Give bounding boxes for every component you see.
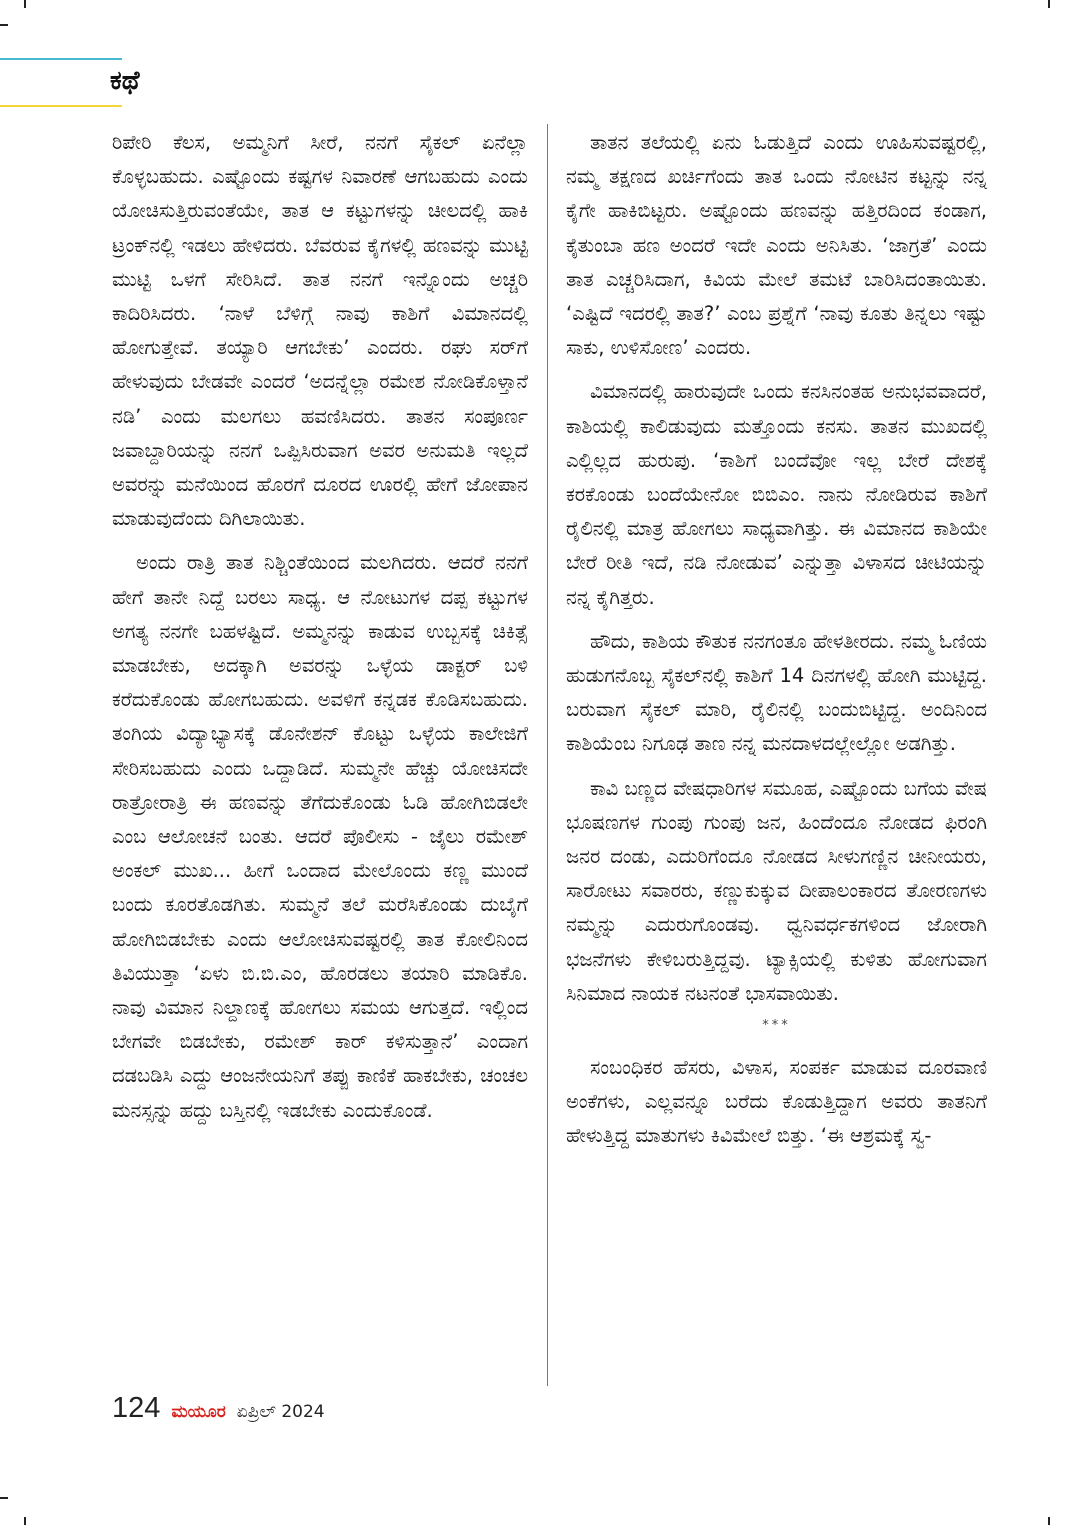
article-column-right	[566, 126, 987, 1154]
crop-mark	[0, 1497, 8, 1499]
header-rule-cyan	[0, 58, 122, 60]
page-footer	[112, 1392, 325, 1432]
crop-mark	[1048, 1517, 1050, 1525]
paragraph: ಅಂದು ರಾತ್ರಿ ತಾತ ನಿಶ್ಚಿಂತೆಯಿಂದ ಮಲಗಿದರು. ಆದರೆ ನನಗೆ ಹೇಗೆ ತಾನೇ ನಿದ್ದೆ ಬರಲು ಸಾಧ್ಯ. ಆ ನೋಟುಗಳ ದಪ್ಪ ಕಟ್ಟುಗಳ ಅಗತ್ಯ ನನಗೇ ಬಹಳಷ್ಟಿದೆ. ಅಮ್ಮನನ್ನು ಕಾಡುವ ಉಬ್ಬಸಕ್ಕೆ ಚಿಕಿತ್ಸೆ ಮಾಡಬೇಕು, ಅದಕ್ಕಾಗಿ ಅವರನ್ನು ಒಳ್ಳೆಯ ಡಾಕ್ಟರ್ ಬಳಿ ಕರೆದುಕೊಂಡು ಹೋಗಬಹುದು. ಅವಳಿಗೆ ಕನ್ನಡಕ ಕೊಡಿಸಬಹುದು. ತಂಗಿಯ ವಿದ್ಯಾಭ್ಯಾಸಕ್ಕೆ ಡೊನೇಶನ್ ಕೊಟ್ಟು ಒಳ್ಳೆಯ ಕಾಲೇಜಿಗೆ ಸೇರಿಸಬಹುದು ಎಂದು ಒದ್ದಾಡಿದೆ. ಸುಮ್ಮನೇ ಹೆಚ್ಚು ಯೋಚಿಸದೇ ರಾತ್ರೋರಾತ್ರಿ ಈ ಹಣವನ್ನು ತೆಗೆದುಕೊಂಡು ಓಡಿ ಹೋಗಿಬಿಡಲೇ ಎಂಬ ಆಲೋಚನೆ ಬಂತು. ಆದರೆ ಪೊಲೀಸು - ಜೈಲು ರಮೇಶ್ ಅಂಕಲ್ ಮುಖ... ಹೀಗೆ ಒಂದಾದ ಮೇಲೊಂದು ಕಣ್ಣ ಮುಂದೆ ಬಂದು ಕೂರತೊಡಗಿತು. ಸುಮ್ಮನೆ ತಲೆ ಮರೆಸಿಕೊಂಡು ದುಬೈಗೆ ಹೋಗಿಬಿಡಬೇಕು ಎಂದು ಆಲೋಚಿಸುವಷ್ಟರಲ್ಲಿ ತಾತ ಕೋಲಿನಿಂದ ತಿವಿಯುತ್ತಾ ‘ಏಳು ಬಿ.ಬಿ.ಎಂ, ಹೊರಡಲು ತಯಾರಿ ಮಾಡಿಕೊ. ನಾವು ವಿಮಾನ ನಿಲ್ದಾಣಕ್ಕೆ ಹೋಗಲು ಸಮಯ ಆಗುತ್ತದೆ. ಇಲ್ಲಿಂದ ಬೇಗವೇ ಬಿಡಬೇಕು, ರಮೇಶ್ ಕಾರ್ ಕಳಿಸುತ್ತಾನೆ’ ಎಂದಾಗ ದಡಬಡಿಸಿ ಎದ್ದು ಆಂಜನೇಯನಿಗೆ ತಪ್ಪು ಕಾಣಿಕೆ ಹಾಕಬೇಕು, ಚಂಚಲ ಮನಸ್ಸನ್ನು ಹದ್ದು ಬಸ್ತಿನಲ್ಲಿ ಇಡಬೇಕು ಎಂದುಕೊಂಡೆ.	[112, 551, 528, 1122]
section-break: ***	[762, 1018, 791, 1034]
paragraph: ತಾತನ ತಲೆಯಲ್ಲಿ ಏನು ಓಡುತ್ತಿದೆ ಎಂದು ಊಹಿಸುವಷ್ಟರಲ್ಲಿ, ನಮ್ಮ ತಕ್ಷಣದ ಖರ್ಚಿಗೆಂದು ತಾತ ಒಂದು ನೋಟಿನ ಕಟ್ಟನ್ನು ನನ್ನ ಕೈಗೇ ಹಾಕಿಬಿಟ್ಟರು. ಅಷ್ಟೊಂದು ಹಣವನ್ನು ಹತ್ತಿರದಿಂದ ಕಂಡಾಗ, ಕೈತುಂಬಾ ಹಣ ಅಂದರೆ ಇದೇ ಎಂದು ಅನಿಸಿತು. ‘ಜಾಗ್ರತೆ’ ಎಂದು ತಾತ ಎಚ್ಚರಿಸಿದಾಗ, ಕಿವಿಯ ಮೇಲೆ ತಮಟೆ ಬಾರಿಸಿದಂತಾಯಿತು. ‘ಎಷ್ಟಿದೆ ಇದರಲ್ಲಿ ತಾತ?’ ಎಂಬ ಪ್ರಶ್ನೆಗೆ ‘ನಾವು ಕೂತು ತಿನ್ನಲು ಇಷ್ಟು ಸಾಕು, ಉಳಿಸೋಣ’ ಎಂದರು.	[566, 131, 987, 360]
section-title: ಕಥೆ	[110, 66, 140, 96]
paragraph: ವಿಮಾನದಲ್ಲಿ ಹಾರುವುದೇ ಒಂದು ಕನಸಿನಂತಹ ಅನುಭವವಾದರೆ, ಕಾಶಿಯಲ್ಲಿ ಕಾಲಿಡುವುದು ಮತ್ತೊಂದು ಕನಸು. ತಾತನ ಮುಖದಲ್ಲಿ ಎಲ್ಲಿಲ್ಲದ ಹುರುಪು. ‘ಕಾಶಿಗೆ ಬಂದೆವೋ ಇಲ್ಲ ಬೇರೆ ದೇಶಕ್ಕೆ ಕರಕೊಂಡು ಬಂದೆಯೇನೋ ಬಿಬಿಎಂ. ನಾನು ನೋಡಿರುವ ಕಾಶಿಗೆ ರೈಲಿನಲ್ಲಿ ಮಾತ್ರ ಹೋಗಲು ಸಾಧ್ಯವಾಗಿತ್ತು. ಈ ವಿಮಾನದ ಕಾಶಿಯೇ ಬೇರೆ ರೀತಿ ಇದೆ, ನಡಿ ನೋಡುವ’ ಎನ್ನುತ್ತಾ ವಿಳಾಸದ ಚೀಟಿಯನ್ನು ನನ್ನ ಕೈಗಿತ್ತರು.	[566, 380, 987, 609]
crop-mark	[0, 24, 8, 26]
column-divider	[547, 124, 548, 1386]
issue-date: ಏಪ್ರಿಲ್ 2024	[236, 1402, 325, 1422]
header-rule-yellow	[0, 105, 122, 107]
crop-mark	[1048, 0, 1050, 8]
article-column-left	[112, 126, 528, 1128]
paragraph: ಸಂಬಂಧಿಕರ ಹೆಸರು, ವಿಳಾಸ, ಸಂಪರ್ಕ ಮಾಡುವ ದೂರವಾಣಿ ಅಂಕೆಗಳು, ಎಲ್ಲವನ್ನೂ ಬರೆದು ಕೊಡುತ್ತಿದ್ದಾಗ ಅವರು ತಾತನಿಗೆ ಹೇಳುತ್ತಿದ್ದ ಮಾತುಗಳು ಕಿವಿಮೇಲೆ ಬಿತ್ತು. ‘ಈ ಆಶ್ರಮಕ್ಕೆ ಸ್ವ-	[566, 1056, 987, 1148]
crop-mark	[24, 0, 26, 8]
paragraph: ಕಾವಿ ಬಣ್ಣದ ವೇಷಧಾರಿಗಳ ಸಮೂಹ, ಎಷ್ಟೊಂದು ಬಗೆಯ ವೇಷ ಭೂಷಣಗಳ ಗುಂಪು ಗುಂಪು ಜನ, ಹಿಂದೆಂದೂ ನೋಡದ ಫಿರಂಗಿ ಜನರ ದಂಡು, ಎದುರಿಗೆಂದೂ ನೋಡದ ಸೀಳುಗಣ್ಣಿನ ಚೀನೀಯರು, ಸಾರೋಟು ಸವಾರರು, ಕಣ್ಣುಕುಕ್ಕುವ ದೀಪಾಲಂಕಾರದ ತೋರಣಗಳು ನಮ್ಮನ್ನು ಎದುರುಗೊಂಡವು. ಧ್ವನಿವರ್ಧಕಗಳಿಂದ ಜೋರಾಗಿ ಭಜನೆಗಳು ಕೇಳಿಬರುತ್ತಿದ್ದವು. ಟ್ಯಾಕ್ಸಿಯಲ್ಲಿ ಕುಳಿತು ಹೋಗುವಾಗ ಸಿನಿಮಾದ ನಾಯಕ ನಟನಂತೆ ಭಾಸವಾಯಿತು.	[566, 776, 987, 1005]
magazine-name: ಮಯೂರ	[171, 1402, 226, 1422]
page-number: 124	[112, 1392, 161, 1424]
paragraph: ರಿಪೇರಿ ಕೆಲಸ, ಅಮ್ಮನಿಗೆ ಸೀರೆ, ನನಗೆ ಸೈಕಲ್ ಏನೆಲ್ಲಾ ಕೊಳ್ಳಬಹುದು. ಎಷ್ಟೊಂದು ಕಷ್ಟಗಳ ನಿವಾರಣೆ ಆಗಬಹುದು ಎಂದು ಯೋಚಿಸುತ್ತಿರುವಂತೆಯೇ, ತಾತ ಆ ಕಟ್ಟುಗಳನ್ನು ಚೀಲದಲ್ಲಿ ಹಾಕಿ ಟ್ರಂಕ್‌ನಲ್ಲಿ ಇಡಲು ಹೇಳಿದರು. ಬೆವರುವ ಕೈಗಳಲ್ಲಿ ಹಣವನ್ನು ಮುಟ್ಟಿ ಮುಟ್ಟಿ ಒಳಗೆ ಸೇರಿಸಿದೆ. ತಾತ ನನಗೆ ಇನ್ನೊಂದು ಅಚ್ಚರಿ ಕಾದಿರಿಸಿದರು. ‘ನಾಳೆ ಬೆಳಿಗ್ಗೆ ನಾವು ಕಾಶಿಗೆ ವಿಮಾನದಲ್ಲಿ ಹೋಗುತ್ತೇವೆ. ತಯ್ಯಾರಿ ಆಗಬೇಕು’ ಎಂದರು. ರಘು ಸರ್‌ಗೆ ಹೇಳುವುದು ಬೇಡವೇ ಎಂದರೆ ‘ಅದನ್ನೆಲ್ಲಾ ರಮೇಶ ನೋಡಿಕೊಳ್ತಾನೆ ನಡಿ’ ಎಂದು ಮಲಗಲು ಹವಣಿಸಿದರು. ತಾತನ ಸಂಪೂರ್ಣ ಜವಾಬ್ದಾರಿಯನ್ನು ನನಗೆ ಒಪ್ಪಿಸಿರುವಾಗ ಅವರ ಅನುಮತಿ ಇಲ್ಲದೆ ಅವರನ್ನು ಮನೆಯಿಂದ ಹೊರಗೆ ದೂರದ ಊರಲ್ಲಿ ಹೇಗೆ ಜೋಪಾನ ಮಾಡುವುದೆಂದು ದಿಗಿಲಾಯಿತು.	[112, 131, 528, 531]
crop-mark	[24, 1517, 26, 1525]
section-header-rules	[0, 58, 122, 108]
paragraph: ಹೌದು, ಕಾಶಿಯ ಕೌತುಕ ನನಗಂತೂ ಹೇಳತೀರದು. ನಮ್ಮ ಓಣಿಯ ಹುಡುಗನೊಬ್ಬ ಸೈಕಲ್‌ನಲ್ಲಿ ಕಾಶಿಗೆ 14 ದಿನಗಳಲ್ಲಿ ಹೋಗಿ ಮುಟ್ಟಿದ್ದ. ಬರುವಾಗ ಸೈಕಲ್ ಮಾರಿ, ರೈಲಿನಲ್ಲಿ ಬಂದುಬಿಟ್ಟಿದ್ದ. ಅಂದಿನಿಂದ ಕಾಶಿಯೆಂಬ ನಿಗೂಢ ತಾಣ ನನ್ನ ಮನದಾಳದಲ್ಲೇಲ್ಲೋ ಅಡಗಿತ್ತು.	[566, 629, 987, 756]
